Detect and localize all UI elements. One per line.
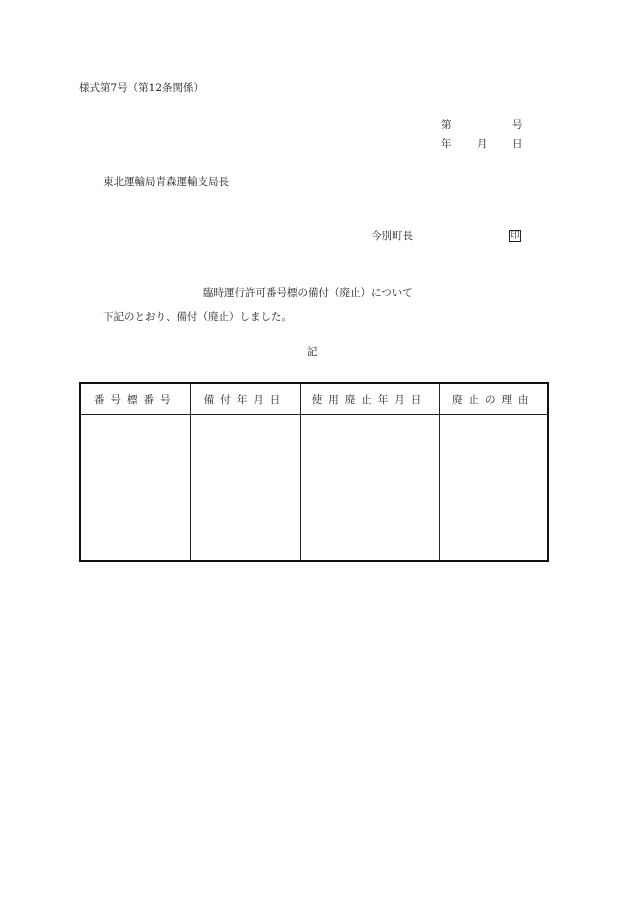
ref-number-prefix: 第 (441, 119, 452, 131)
header-install-date: 備付年月日 (190, 383, 300, 415)
cell-plate-number[interactable] (80, 415, 190, 562)
cell-reason[interactable] (439, 415, 548, 562)
sender-name: 今別町長 (371, 230, 413, 242)
seal-stamp: 印 (510, 231, 520, 241)
addressee: 東北運輸局青森運輸支局長 (103, 176, 229, 188)
form-id: 様式第7号（第12条関係） (79, 82, 205, 94)
body-text: 下記のとおり、備付（廃止）しました。 (103, 311, 292, 323)
header-plate-number: 番号標番号 (80, 383, 190, 415)
table-header-row (80, 383, 548, 415)
table-row (80, 415, 548, 562)
header-reason: 廃止の理由 (439, 383, 548, 415)
ref-number-suffix: 号 (512, 119, 523, 131)
ref-day: 日 (512, 138, 523, 150)
records-table (79, 382, 549, 562)
cell-install-date[interactable] (190, 415, 300, 562)
ki-heading: 記 (307, 346, 318, 358)
ref-month: 月 (477, 138, 488, 150)
ref-year: 年 (441, 138, 452, 150)
subject: 臨時運行許可番号標の備付（廃止）について (203, 287, 413, 299)
cell-discontinue-date[interactable] (300, 415, 439, 562)
header-discontinue-date: 使用廃止年月日 (300, 383, 439, 415)
